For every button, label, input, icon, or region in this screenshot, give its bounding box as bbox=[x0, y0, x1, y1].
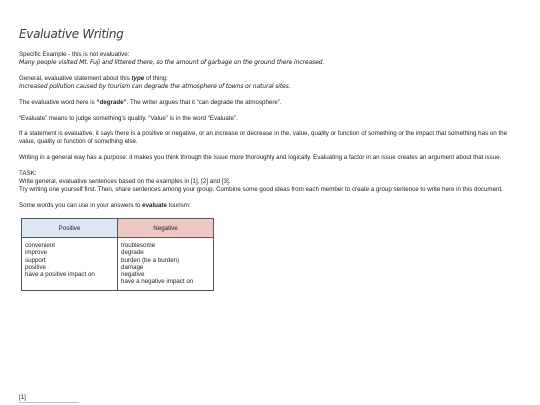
positive-word: have a positive impact on bbox=[25, 270, 95, 278]
negative-word: burden (be a burden) bbox=[121, 256, 180, 264]
word-table bbox=[21, 218, 214, 291]
page-title: Evaluative Writing bbox=[19, 27, 124, 41]
negative-words-cell bbox=[118, 238, 214, 291]
document-page bbox=[19, 27, 524, 291]
evaluative-word-paragraph: The evaluative word here is “degrade”. The writer argues that it “can degrade the atmosphere”. bbox=[19, 98, 282, 106]
positive-word: improve bbox=[25, 249, 48, 257]
image-edge-divider bbox=[19, 402, 79, 403]
general-statement-label: General, evaluative statement about this type of thing: bbox=[19, 74, 168, 82]
negative-word: have a negative impact on bbox=[121, 278, 194, 286]
degrade-emphasis: “degrade” bbox=[96, 98, 127, 106]
evaluate-emphasis: evaluate bbox=[142, 201, 167, 209]
positive-word: support bbox=[25, 256, 46, 264]
reference-marker-1: [1] bbox=[19, 394, 26, 401]
task-line-1: Write general, evaluative sentences based on the examples in [1], [2] and [3]. bbox=[19, 178, 231, 186]
general-statement-text: Increased pollution caused by tourism can degrade the atmosphere of towns or natural sites. bbox=[19, 83, 291, 91]
negative-word: damage bbox=[121, 263, 144, 271]
positive-word: convenient bbox=[25, 242, 55, 250]
negative-word: negative bbox=[121, 270, 145, 278]
type-emphasis: type bbox=[131, 74, 145, 82]
specific-example-text: Many people visited Mt. Fuji and littered there, so the amount of garbage on the ground there increased. bbox=[19, 59, 325, 67]
positive-header: Positive bbox=[22, 219, 118, 238]
words-intro: Some words you can use in your answers to evaluate tourism: bbox=[19, 201, 191, 209]
specific-example-label: Specific Example - this is not evaluative: bbox=[19, 51, 130, 58]
evaluative-statement-paragraph: If a statement is evaluative, it says there is a positive or negative, or an increase or decrease in the, value, quality or function of something or the impact that something has on the value, quality or function of something else. bbox=[19, 130, 508, 146]
purpose-paragraph: Writing in a general way has a purpose: it makes you think through the issue more thoroughly and logically. Evaluating a factor in an issue creates an argument about that issue. bbox=[19, 154, 502, 162]
negative-header: Negative bbox=[118, 219, 214, 238]
negative-word: degrade bbox=[121, 249, 144, 257]
positive-words-cell bbox=[22, 238, 118, 291]
positive-word: positive bbox=[25, 263, 46, 271]
evaluate-definition: “Evaluate” means to judge something’s quality. “Value” is in the word “Evaluate”. bbox=[19, 114, 238, 122]
task-line-2: Try writing one yourself first. Then, share sentences among your group. Combine some good ideas from each member to create a group sentence to write here in this document. bbox=[19, 186, 503, 194]
task-label: TASK: bbox=[19, 169, 37, 177]
negative-word: troublesome bbox=[121, 242, 156, 250]
